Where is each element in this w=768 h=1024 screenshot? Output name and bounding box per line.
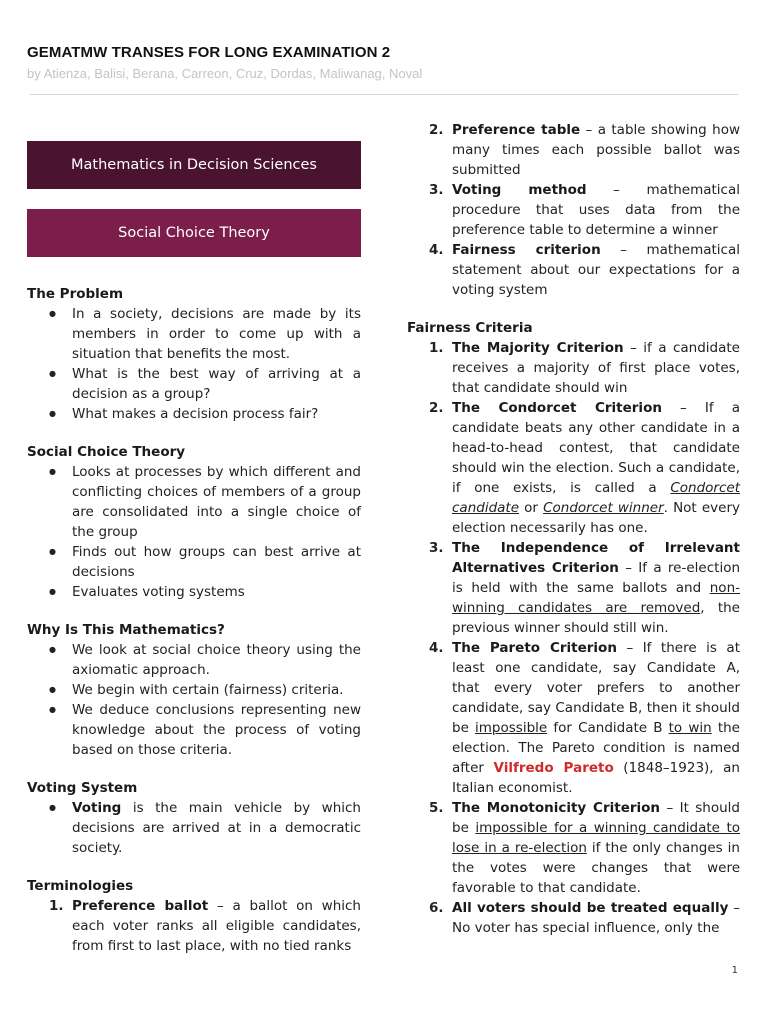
definition: – a ballot on which each voter ranks all eligible candidates, from first to last place, with no tied ranks xyxy=(72,898,361,954)
section-why-mathematics xyxy=(27,620,361,760)
definition: – No voter has special influence, only the xyxy=(452,900,740,936)
header-divider xyxy=(30,94,738,95)
term: The Condorcet Criterion xyxy=(452,400,662,416)
section-the-problem xyxy=(27,284,361,424)
list-item xyxy=(407,798,740,898)
item-number: 1. xyxy=(49,898,64,914)
term: Preference ballot xyxy=(72,898,209,914)
topic-banner-label: Social Choice Theory xyxy=(118,225,270,241)
list-item xyxy=(407,120,740,180)
item-number: 3. xyxy=(429,182,444,198)
section-social-choice-theory xyxy=(27,442,361,602)
list-item: ● Finds out how groups can best arrive at decisions xyxy=(27,542,361,582)
terminologies-continued xyxy=(407,120,740,300)
definition: is the main vehicle by which decisions are arrived at in a democratic society. xyxy=(72,800,361,856)
definition: or xyxy=(519,500,544,516)
highlighted-name: Vilfredo Pareto xyxy=(493,760,614,776)
left-column xyxy=(27,141,361,956)
list-item xyxy=(27,896,361,956)
section-heading: Voting System xyxy=(27,780,138,796)
definition: . Not every election necessarily has one. xyxy=(452,500,740,536)
list-item: ● What is the best way of arriving at a decision as a group? xyxy=(27,364,361,404)
right-column xyxy=(407,120,740,938)
list-item: ● Evaluates voting systems xyxy=(27,582,361,602)
list-item: ● In a society, decisions are made by its members in order to come up with a situation that benefits the most. xyxy=(27,304,361,364)
item-number: 4. xyxy=(429,242,444,258)
list-item: ● We begin with certain (fairness) criteria. xyxy=(27,680,361,700)
definition: the election. The Pareto condition is named after xyxy=(452,720,740,776)
course-banner xyxy=(27,141,361,189)
list-item xyxy=(27,798,361,858)
course-banner-label: Mathematics in Decision Sciences xyxy=(71,157,317,173)
term: Voting xyxy=(72,800,122,816)
list-item: ● What makes a decision process fair? xyxy=(27,404,361,424)
item-number: 2. xyxy=(429,122,444,138)
item-number: 5. xyxy=(429,800,444,816)
item-number: 3. xyxy=(429,540,444,556)
list-item: ● We look at social choice theory using the axiomatic approach. xyxy=(27,640,361,680)
list-item xyxy=(407,538,740,638)
emphasis-text: Condorcet candidate xyxy=(452,480,740,516)
item-number: 4. xyxy=(429,640,444,656)
section-fairness-criteria xyxy=(407,318,740,938)
list-item xyxy=(407,898,740,938)
term: The Monotonicity Criterion xyxy=(452,800,661,816)
section-voting-system xyxy=(27,778,361,858)
list-item xyxy=(407,638,740,798)
term: Voting method xyxy=(452,182,587,198)
item-number: 2. xyxy=(429,400,444,416)
term: Preference table xyxy=(452,122,581,138)
definition: – mathematical procedure that uses data from the preference table to determine a winner xyxy=(452,182,741,238)
underlined-text: impossible for a winning candidate to lose in a re-election xyxy=(452,820,741,856)
section-heading: Why Is This Mathematics? xyxy=(27,622,225,638)
section-heading: Social Choice Theory xyxy=(27,444,186,460)
section-heading: Terminologies xyxy=(27,878,134,894)
term: The Pareto Criterion xyxy=(452,640,617,656)
document-authors: by Atienza, Balisi, Berana, Carreon, Cruz, Dordas, Maliwanag, Noval xyxy=(27,66,423,81)
definition: – if a candidate receives a majority of first place votes, that candidate should win xyxy=(452,340,740,396)
section-heading: The Problem xyxy=(27,286,124,302)
definition: , the previous winner should still win. xyxy=(452,600,740,636)
definition: – mathematical statement about our expectations for a voting system xyxy=(452,242,741,298)
definition: for Candidate B xyxy=(547,720,669,736)
term: All voters should be treated equally xyxy=(452,900,729,916)
underlined-text: non-winning candidates are removed xyxy=(452,580,740,616)
term: The Majority Criterion xyxy=(452,340,624,356)
list-item: ● We deduce conclusions representing new knowledge about the process of voting based on those criteria. xyxy=(27,700,361,760)
definition: (1848–1923), an Italian economist. xyxy=(452,760,740,796)
term: Fairness criterion xyxy=(452,242,601,258)
section-terminologies xyxy=(27,876,361,956)
item-number: 1. xyxy=(429,340,444,356)
definition: – It should be xyxy=(452,800,741,836)
emphasis-text: Condorcet winner xyxy=(543,500,664,516)
section-heading: Fairness Criteria xyxy=(407,320,533,336)
topic-banner xyxy=(27,209,361,257)
definition: – a table showing how many times each possible ballot was submitted xyxy=(452,122,741,178)
term: The Independence of Irrelevant Alternatives Criterion xyxy=(452,540,740,576)
list-item xyxy=(407,180,740,240)
definition: – If there is at least one candidate, say Candidate A, that every voter prefers to another candidate, say Candidate B, then it should be xyxy=(452,640,740,736)
document-title: GEMATMW TRANSES FOR LONG EXAMINATION 2 xyxy=(27,44,391,61)
definition: – If a re-election is held with the same ballots and xyxy=(452,560,741,596)
list-item: ● Looks at processes by which different and conflicting choices of members of a group are consolidated into a single choice of the group xyxy=(27,462,361,542)
definition: – If a candidate beats any other candidate in a head-to-head contest, that candidate should win the election. Such a candidate, if one exists, is called a xyxy=(452,400,740,496)
list-item xyxy=(407,240,740,300)
page-number: 1 xyxy=(731,965,738,976)
definition: if the only changes in the votes were changes that were favorable to that candidate. xyxy=(452,840,740,896)
list-item xyxy=(407,398,740,538)
item-number: 6. xyxy=(429,900,444,916)
underlined-text: to win xyxy=(668,720,712,736)
underlined-text: impossible xyxy=(475,720,548,736)
list-item xyxy=(407,338,740,398)
